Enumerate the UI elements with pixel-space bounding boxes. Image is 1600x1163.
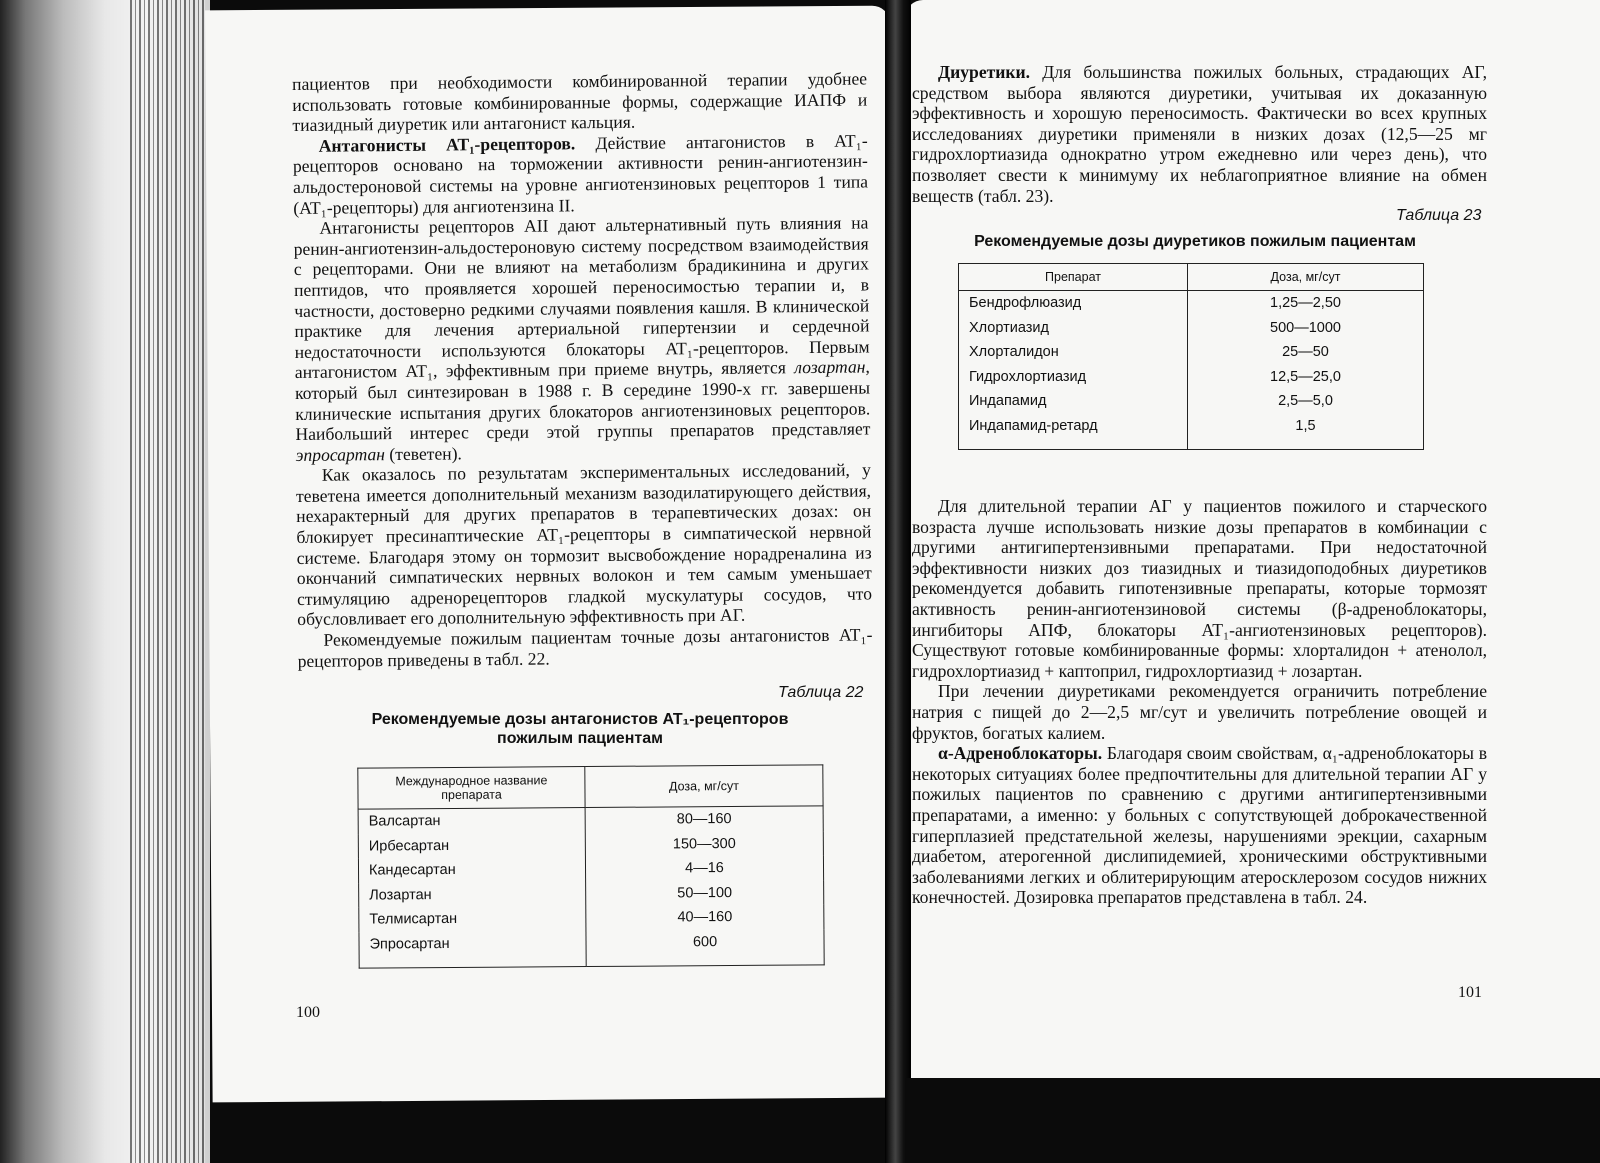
dose: 150—300 (585, 831, 823, 857)
drug-name: Хлортиазид (959, 316, 1188, 341)
drug-name: Индапамид (959, 389, 1188, 414)
table-row (359, 904, 824, 932)
dose: 600 (586, 929, 824, 967)
table-row (359, 880, 824, 908)
term-losartan: лозартан (794, 356, 866, 378)
drug-name: Кандесартан (358, 857, 585, 883)
page-number-left: 100 (296, 1004, 320, 1021)
dose: 2,5—5,0 (1188, 389, 1424, 414)
table-row (959, 365, 1424, 390)
column-header: Препарат (959, 264, 1188, 291)
drug-name: Индапамид-ретард (959, 414, 1188, 450)
book-gutter (885, 0, 911, 1163)
drug-name: Валсартан (358, 808, 585, 835)
table-header-row (959, 264, 1424, 291)
paragraph-alpha-blockers: α-Адреноблокаторы. Благодаря своим свойствам, α₁-адреноблокаторы в некоторых ситуациях более предпочтительны для длительной терапии АГ у пожилых пациентов по сравнению с другими антигипертензивными препаратами, а именно: у больных с сопутствующей доброкачественной гиперплазией предстательной железы, нарушениями эрекции, сахарным диабетом, атерогенной дислипидемией, хроническими обструктивными заболеваниями легких и облитерирующим атеросклерозом сосудов нижних конечностей. Дозировка препаратов представлена в табл. 24. (912, 743, 1487, 908)
dose: 4—16 (585, 855, 823, 881)
dose: 50—100 (586, 880, 824, 906)
paragraph: Для длительной терапии АГ у пациентов пожилого и старческого возраста лучше использовать низкие дозы препаратов в комбинации с другими антигипертензивными препаратами. При недостаточной эффективности низких доз тиазидных и тиазидоподобных диуретиков рекомендуется добавить гипотензивные препараты, которые тормозят активность ренин-ангиотензиновой системы (β-адреноблокаторы, ингибиторы АПФ, блокаторы AT₁-ангиотензиновых рецепторов). Существуют готовые комбинированные формы: хлорталидон + атенолол, гидрохлортиазид + каптоприл, гидрохлортиазид + лозартан. (912, 496, 1487, 681)
paragraph-losartan: Антагонисты рецепторов AII дают альтернативный путь влияния на ренин-ангиотензин-альдостероновую систему посредством взаимодействия с рецепторами. Они не влияют на метаболизм брадикинина и других пептидов, что проявляется хорошей переносимостью терапии и, в частности, достоверно редкими случаями появления кашля. В клинической практике для лечения артериальной гипертензии и сердечной недостаточности используются блокаторы AT₁-рецепторов. Первым антагонистом AT₁, эффективным при приеме внутрь, является лозартан, который был синтезирован в 1988 г. В середине 1990-х гг. завершены клинические испытания других блокаторов ангиотензиновых рецепторов. Наибольший интерес среди этой группы препаратов представляет эпросартан (теветен). (293, 212, 871, 465)
right-page-body-bottom (912, 496, 1487, 908)
table-row (358, 855, 823, 883)
column-header: Доза, мг/сут (1188, 264, 1424, 291)
table-row (959, 414, 1424, 450)
table-22-title: Рекомендуемые дозы антагонистов AT₁-рецепторов пожилым пациентам (371, 711, 789, 747)
dose: 500—1000 (1188, 316, 1424, 341)
table-23 (958, 263, 1424, 450)
table-22-label: Таблица 22 (778, 684, 864, 701)
scan-shadow (905, 1078, 1600, 1163)
table-row (959, 340, 1424, 365)
page-number-right: 101 (1458, 984, 1482, 1001)
table-header-row (358, 765, 823, 809)
table-22 (357, 764, 824, 968)
table-row (959, 291, 1424, 316)
drug-name: Ирбесартан (358, 833, 585, 859)
dose: 12,5—25,0 (1188, 365, 1424, 390)
paragraph-diuretics: Диуретики. Для большинства пожилых больных, страдающих АГ, средством выбора являются диуретики, учитывая их доказанную эффективность и хорошую переносимость. Фактически во всех крупных исследованиях диуретики применяли в низких дозах (12,5—25 мг гидрохлортиазида однократно утром ежедневно или через день), что позволяет свести к минимуму их неблагоприятное влияние на обмен веществ (табл. 23). (912, 62, 1487, 206)
drug-name: Бендрофлюазид (959, 291, 1188, 316)
paragraph: пациентов при необходимости комбинированной терапии удобнее использовать готовые комбинированные формы, содержащие ИАПФ и тиазидный диуретик или антагонист кальция. (292, 68, 868, 136)
column-header: Международное название препарата (358, 767, 585, 810)
paragraph: Рекомендуемые пожилым пациентам точные дозы антагонистов AT₁-рецепторов приведены в табл. 22. (297, 624, 873, 671)
heading-at1-antagonists: Антагонисты AT₁-рецепторов. (318, 133, 576, 156)
drug-name: Хлорталидон (959, 340, 1188, 365)
dose: 80—160 (585, 806, 823, 833)
table-row (359, 929, 824, 968)
dose: 40—160 (586, 904, 824, 930)
table-row (358, 806, 823, 834)
drug-name: Телмисартан (359, 906, 586, 932)
table-23-title: Рекомендуемые дозы диуретиков пожилым пациентам (974, 233, 1416, 250)
heading-diuretics: Диуретики. (938, 62, 1031, 82)
dose: 1,5 (1188, 414, 1424, 450)
column-header: Доза, мг/сут (585, 765, 823, 808)
heading-alpha-blockers: α-Адреноблокаторы. (938, 743, 1103, 764)
drug-name: Гидрохлортиазид (959, 365, 1188, 390)
left-page-body (292, 68, 873, 671)
table-row (358, 831, 823, 859)
paragraph: Как оказалось по результатам экспериментальных исследований, у теветена имеется дополнительный механизм вазодилатирующего действия, нехарактерный для других препаратов в терапевтических дозах: он блокирует пресинаптические AT₁-рецепторы в симпатической нервной системе. Благодаря этому он тормозит высвобождение норадреналина из окончаний симпатических нервных волокон и тем самым уменьшает стимуляцию адренорецепторов гладкой мускулатуры сосудов, что обусловливает его дополнительную эффективность при АГ. (295, 459, 873, 630)
table-row (959, 389, 1424, 414)
paragraph: При лечении диуретиками рекомендуется ограничить потребление натрия с пищей до 2—2,5 мг/сут и увеличить потребление овощей и фруктов, богатых калием. (912, 681, 1487, 743)
drug-name: Эпросартан (359, 931, 586, 969)
dose: 1,25—2,50 (1188, 291, 1424, 316)
table-23-label: Таблица 23 (1396, 207, 1482, 224)
dose: 25—50 (1188, 340, 1424, 365)
page-stack-edges (130, 0, 205, 1163)
table-row (959, 316, 1424, 341)
drug-name: Лозартан (359, 882, 586, 908)
paragraph-at1: Антагонисты AT₁-рецепторов. Действие антагонистов в AT₁-рецепторов основано на торможении активности ренин-ангиотензин-альдостероновой системы на уровне ангиотензиновых рецепторов 1 типа (AT₁-рецепторы) для ангиотензина II. (292, 130, 869, 218)
right-page-body-top (912, 62, 1487, 206)
term-eprosartan: эпросартан (295, 443, 386, 465)
